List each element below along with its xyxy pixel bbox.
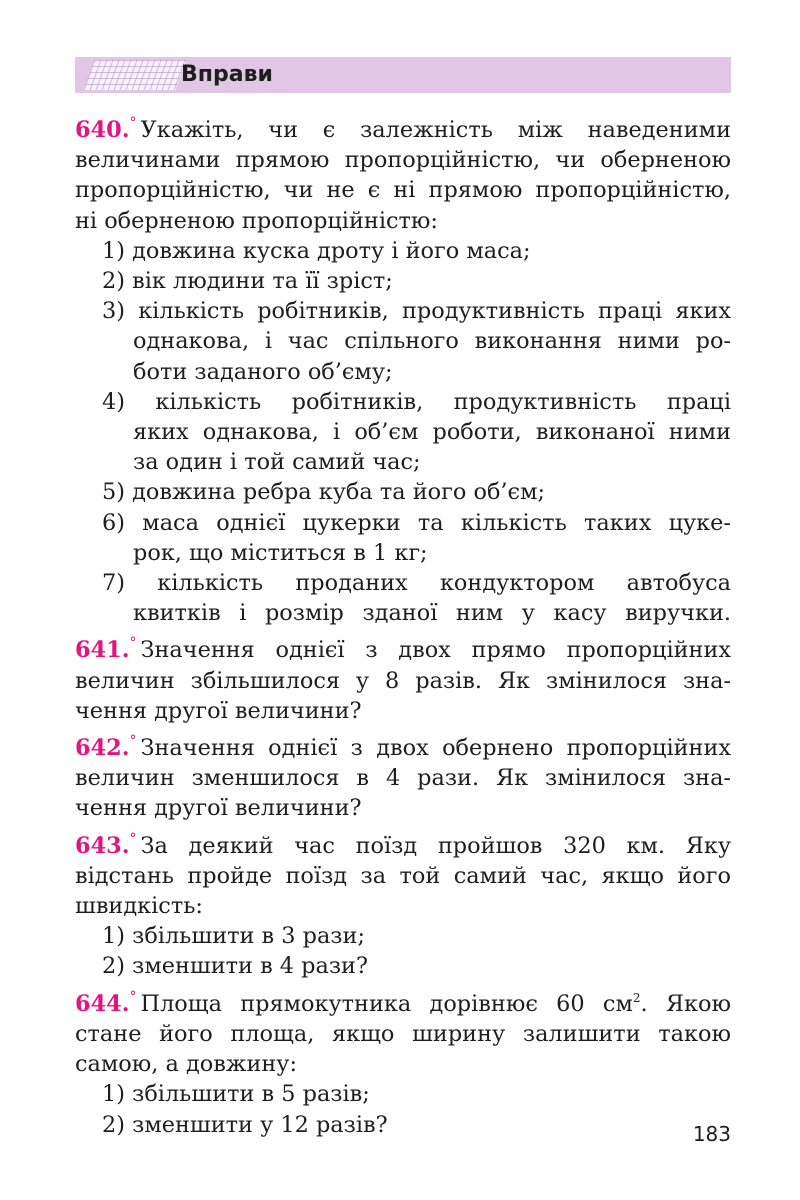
item-marker: 1) [102, 1081, 125, 1108]
exercise-line: швидкість: [75, 893, 203, 920]
exercise-number: 642. [75, 735, 130, 762]
exercise-line: відстань пройде поїзд за той самий час, якщо його [75, 862, 731, 889]
exercise-640 [75, 108, 731, 628]
list-item: 2) зменшити у 12 разів? [102, 1111, 388, 1138]
degree-mark: ° [129, 733, 137, 750]
exercise-line: величин зменшилося в 4 рази. Як змінилося зна- [75, 765, 731, 792]
list-item: 1) збільшити в 3 рази; [102, 923, 365, 950]
list-item-line: боти заданого об’єму; [133, 358, 393, 385]
item-marker: 6) [102, 509, 125, 536]
list-item: 1) довжина куска дроту і його маса; [102, 237, 531, 264]
item-marker: 2) [102, 1111, 125, 1138]
exercise-line: ні оберненою пропорційністю: [75, 207, 438, 234]
degree-mark: ° [129, 988, 137, 1005]
item-marker: 4) [102, 388, 125, 415]
item-marker: 5) [102, 479, 125, 506]
superscript: 2 [632, 990, 641, 1005]
exercise-644 [75, 982, 731, 1140]
item-marker: 1) [102, 923, 125, 950]
exercise-number: 641. [75, 637, 130, 664]
exercise-641 [75, 628, 731, 726]
item-marker: 3) [102, 298, 125, 325]
list-item-line: квитків і розмір зданої ним у касу виручки. [133, 600, 731, 627]
exercise-line: 642.° Значення однієї з двох обернено пропорційних [75, 733, 731, 762]
exercise-line: стане його площа, якщо ширину залишити такою [75, 1020, 731, 1047]
section-title: Вправи [181, 62, 273, 87]
exercise-line: 640.° Укажіть, чи є залежність між наведеними [75, 115, 731, 143]
exercise-643 [75, 824, 731, 982]
item-marker: 1) [102, 237, 125, 264]
list-item: 3) кількість робітників, продуктивність праці яких [102, 298, 731, 325]
exercise-line: 644.° Площа прямокутника дорівнює 60 $см^2$. Якою [75, 988, 731, 1017]
list-item: 7) кількість проданих кондуктором автобуса [102, 570, 732, 597]
list-item: 6) маса однієї цукерки та кількість таких цуке- [102, 509, 731, 536]
exercise-number: 644. [75, 990, 130, 1017]
degree-mark: ° [129, 115, 137, 131]
exercise-line: 641.° Значення однієї з двох прямо пропорційних [75, 635, 731, 664]
list-item-line: за один і той самий час; [133, 449, 421, 476]
list-item: 5) довжина ребра куба та його об’єм; [102, 479, 546, 506]
exercise-line: пропорційністю, чи не є ні прямою пропорційністю, [75, 177, 731, 204]
section-header-bar [75, 57, 731, 93]
list-item: 2) вік людини та її зріст; [102, 268, 393, 295]
list-item: 1) збільшити в 5 разів; [102, 1081, 370, 1108]
item-marker: 2) [102, 953, 125, 980]
list-item: 2) зменшити в 4 рази? [102, 953, 368, 980]
exercise-line: величинами прямою пропорційністю, чи оберненою [75, 147, 731, 174]
list-item: 4) кількість робітників, продуктивність праці [102, 388, 731, 415]
exercise-number: 640. [75, 117, 130, 143]
exercises-content [75, 108, 731, 1140]
item-marker: 2) [102, 268, 125, 295]
item-marker: 7) [102, 570, 125, 597]
list-item-line: яких однакова, і об’єм роботи, виконаної ними [133, 419, 731, 446]
list-item-line: рок, що міститься в 1 кг; [133, 539, 428, 566]
degree-mark: ° [129, 830, 137, 847]
exercise-line: чення другої величини? [75, 795, 362, 822]
page-number: 183 [692, 1122, 731, 1146]
exercise-line: 643.° За деякий час поїзд пройшов 320 км. Яку [75, 830, 731, 859]
list-item-line: однакова, і час спільного виконання ними ро- [133, 328, 731, 355]
degree-mark: ° [129, 635, 137, 652]
exercise-line: самою, а довжину: [75, 1051, 298, 1078]
exercise-line: чення другої величини? [75, 697, 362, 724]
exercise-line: величин збільшилося у 8 разів. Як змінилося зна- [75, 667, 731, 694]
exercise-number: 643. [75, 832, 130, 859]
grid-decoration-icon [84, 60, 187, 90]
exercise-642 [75, 726, 731, 824]
